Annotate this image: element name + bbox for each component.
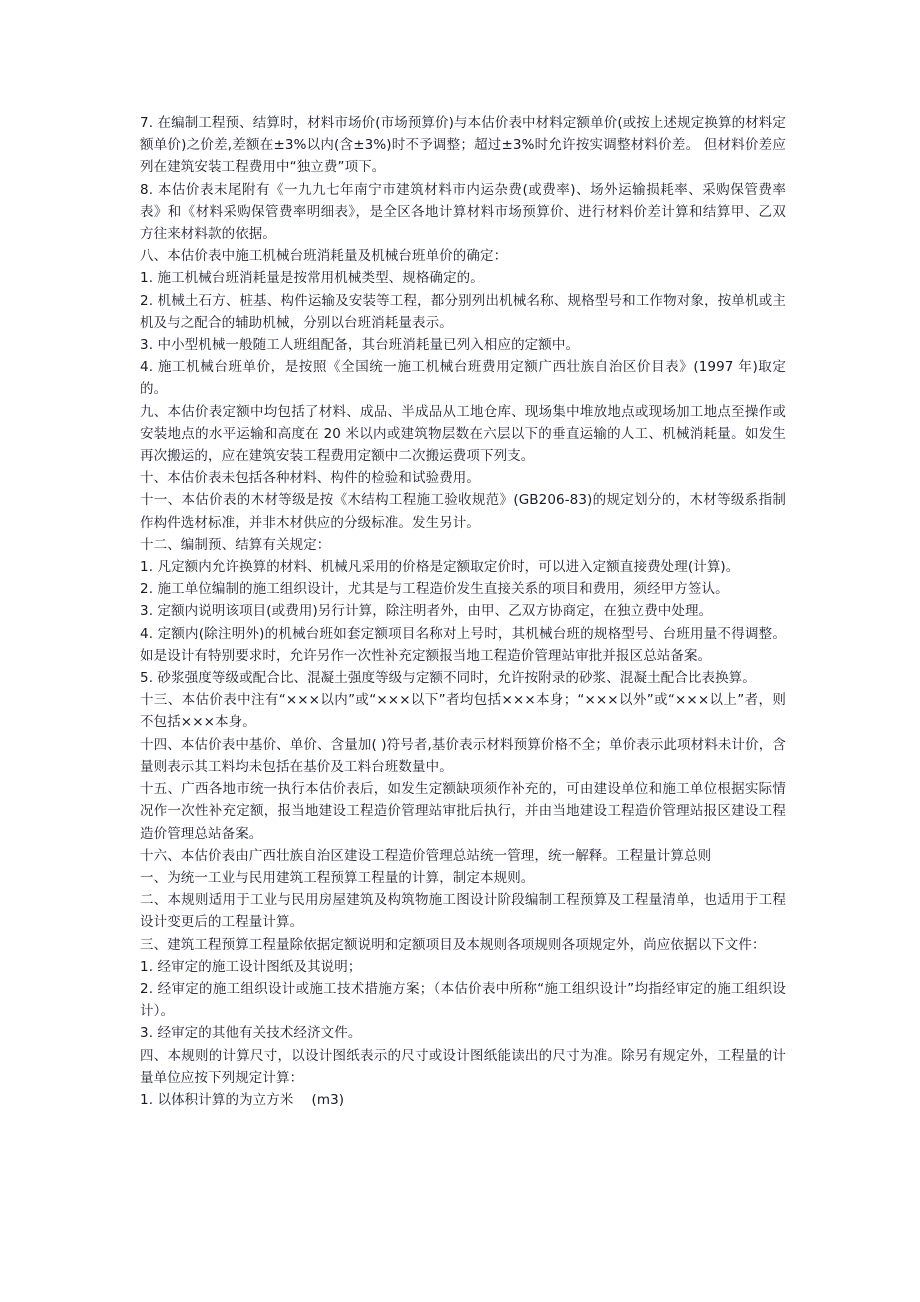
list-item: 2. 经审定的施工组织设计或施工技术措施方案；（本估价表中所称“施工组织设计”均指经审定的施工组织设计）。 (140, 980, 786, 1020)
rule-heading-2-scope: 二、本规则适用于工业与民用房屋建筑及构筑物施工图设计阶段编制工程预算及工程量清单，也适用于工程设计变更后的工程量计算。 (140, 892, 786, 931)
rule-heading-4-dimensions-units: 四、本规则的计算尺寸，以设计图纸表示的尺寸或设计图纸能读出的尺寸为准。除另有规定外，工程量的计量单位应按下列规定计算： (140, 1047, 786, 1086)
list-item: 2. 施工单位编制的施工组织设计，尤其是与工程造价发生直接关系的项目和费用，须经甲方签认。 (140, 581, 729, 598)
section-heading-11-timber-grade: 十一、本估价表的木材等级是按《木结构工程施工验收规范》(GB206-83)的规定划分的，木材等级系指制作构件选材标准，并非木材供应的分级标准。发生另计。 (140, 492, 786, 531)
rule-heading-3-basis-documents: 三、建筑工程预算工程量除依据定额说明和定额项目及本规则各项规则各项规定外，尚应依据以下文件： (140, 936, 766, 953)
list-item: 1. 凡定额内允许换算的材料、机械凡采用的价格是定额取定价时，可以进入定额直接费处理(计算)。 (140, 559, 740, 576)
list-item: 3. 中小型机械一般随工人班组配备，其台班消耗量已列入相应的定额中。 (140, 337, 580, 354)
list-item: 1. 经审定的施工设计图纸及其说明； (140, 958, 362, 975)
rule-heading-1-purpose: 一、为统一工业与民用建筑工程预算工程量的计算，制定本规则。 (140, 869, 535, 886)
section-heading-12-settlement-rules: 十二、编制预、结算有关规定： (140, 536, 331, 553)
list-item: 2. 机械土石方、桩基、构件运输及安装等工程，都分别列出机械名称、规格型号和工作物对象，按单机或主机及与之配合的辅助机械，分别以台班消耗量表示。 (140, 292, 786, 331)
paragraph-7-material-price-difference: 7. 在编制工程预、结算时，材料市场价(市场预算价)与本估价表中材料定额单价(或按上述规定换算的材料定额单价)之价差,差额在±3%以内(含±3%)时不予调整；超过±3%时允许按实调整材料价差。 但材料价差应列在建筑安装工程费用中“独立费”项下。 (140, 115, 786, 176)
list-item: 4. 定额内(除注明外)的机械台班如套定额项目名称对上号时，其机械台班的规格型号、台班用量不得调整。如是设计有特别要求时，允许另作一次性补充定额报当地工程造价管理站审批并报区总站备案。 (140, 625, 786, 664)
list-item: 1. 施工机械台班消耗量是按常用机械类型、规格确定的。 (140, 270, 484, 287)
section-heading-13-within-below: 十三、本估价表中注有“×××以内”或“×××以下”者均包括×××本身；“×××以外”或“×××以上”者，则不包括×××本身。 (140, 692, 786, 731)
list-item: 1. 以体积计算的为立方米 (m3) (140, 1091, 345, 1108)
section-heading-14-parentheses-symbol: 十四、本估价表中基价、单价、含量加( )符号者,基价表示材料预算价格不全；单价表示此项材料未计价，含量则表示其工料均未包括在基价及工料台班数量中。 (140, 736, 786, 775)
list-item: 3. 经审定的其他有关技术经济文件。 (140, 1025, 362, 1042)
section-heading-15-supplementary-quota: 十五、广西各地市统一执行本估价表后，如发生定额缺项须作补充的，可由建设单位和施工单位根据实际情况作一次性补充定额，报当地建设工程造价管理站审批后执行，并由当地建设工程造价管理站报区建设工程造价管理总站备案。 (140, 781, 786, 842)
section-heading-10-testing-fees: 十、本估价表未包括各种材料、构件的检验和试验费用。 (140, 470, 480, 487)
list-item: 3. 定额内说明该项目(或费用)另行计算，除注明者外，由甲、乙双方协商定，在独立费中处理。 (140, 603, 713, 620)
document-body (140, 112, 786, 1111)
list-item: 5. 砂浆强度等级或配合比、混凝土强度等级与定额不同时，允许按附录的砂浆、混凝土配合比表换算。 (140, 670, 756, 687)
section-heading-8-machinery: 八、本估价表中施工机械台班消耗量及机械台班单价的确定： (140, 248, 508, 265)
section-heading-9-transport: 九、本估价表定额中均包括了材料、成品、半成品从工地仓库、现场集中堆放地点或现场加工地点至操作或安装地点的水平运输和高度在 20 米以内或建筑物层数在六层以下的垂直运输的人工、机械消耗量。如发生再次搬运的，应在建筑安装工程费用定额中二次搬运费项下列支。 (140, 403, 786, 465)
section-heading-16-interpretation: 十六、本估价表由广西壮族自治区建设工程造价管理总站统一管理，统一解释。工程量计算总则 (140, 847, 712, 864)
list-item: 4. 施工机械台班单价，是按照《全国统一施工机械台班费用定额广西壮族自治区价目表》(1997 年)取定的。 (140, 359, 786, 398)
paragraph-8-freight-rate-tables: 8. 本估价表末尾附有《一九九七年南宁市建筑材料市内运杂费(或费率)、场外运输损耗率、采购保管费率表》和《材料采购保管费率明细表》，是全区各地计算材料市场预算价、进行材料价差计算和结算甲、乙双方往来材料款的依据。 (140, 181, 786, 243)
